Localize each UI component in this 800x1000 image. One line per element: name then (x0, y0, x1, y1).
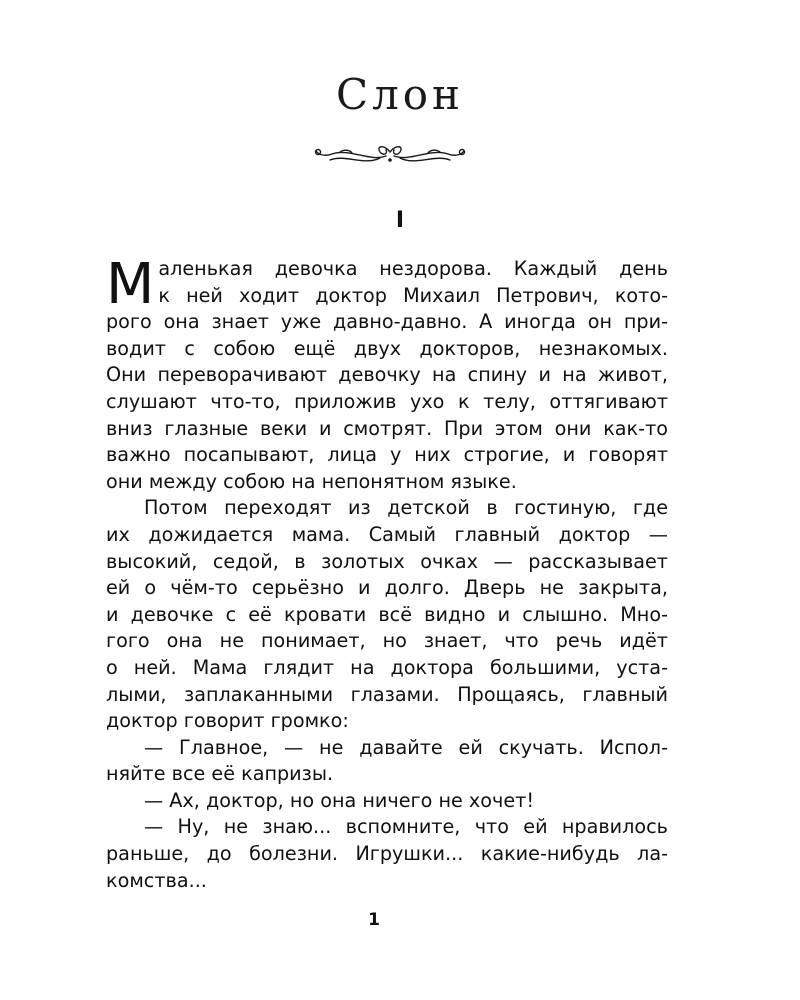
text-line: водит с собою ещё двух докторов, незнакомых. (106, 336, 668, 360)
text-line: няйте все её капризы. (106, 762, 334, 786)
text-line: вниз глазные веки и смотрят. При этом они как-то (106, 416, 668, 440)
text-line: они между собою на непонятном языке. (106, 469, 517, 493)
text-line: высокий, седой, в золотых очках — рассказывает (106, 549, 668, 573)
text-line: Они переворачивают девочку на спину и на живот, (106, 363, 668, 387)
text-line: раньше, до болезни. Игрушки... какие-нибудь ла- (106, 842, 668, 866)
text-line: к ней ходит доктор Михаил Петрович, кото- (158, 283, 668, 307)
text-line: о ней. Мама глядит на доктора большими, уста- (106, 655, 668, 679)
flourish-ornament-icon (310, 140, 470, 170)
text-line: — Ах, доктор, но она ничего не хочет! (144, 788, 535, 812)
text-line: важно посапывают, лица у них строгие, и говорят (106, 443, 668, 467)
dialogue-line (106, 735, 668, 788)
text-line: аленькая девочка нездорова. Каждый день (158, 257, 668, 280)
text-line: комства... (106, 868, 207, 892)
second-paragraph (106, 495, 668, 734)
text-line: доктор говорит громко: (106, 709, 349, 733)
dialogue-line (106, 814, 668, 894)
first-paragraph (106, 252, 668, 495)
text-line: — Ну, не знаю... вспомните, что ей нравилось (144, 815, 668, 839)
text-line: гого она не понимает, но знает, что речь идёт (106, 629, 668, 653)
text-line: рого она знает уже давно-давно. А иногда он при- (106, 310, 668, 334)
text-line: слушают что-то, приложив ухо к телу, оттягивают (106, 389, 668, 413)
drop-cap: М (106, 252, 155, 317)
text-line: лыми, заплаканными глазами. Прощаясь, главный (106, 682, 668, 706)
text-line: — Главное, — не давайте ей скучать. Испол- (144, 735, 668, 759)
chapter-number: I (395, 208, 405, 233)
body-text (106, 252, 668, 894)
page-number: 1 (368, 910, 380, 930)
text-line: их дожидается мама. Самый главный доктор — (106, 522, 668, 546)
text-line: Потом переходят из детской в гостиную, где (144, 496, 668, 520)
dialogue-line (106, 788, 668, 815)
page-title: Слон (335, 70, 465, 119)
text-line: ей о чём-то серьёзно и долго. Дверь не закрыта, (106, 576, 668, 600)
text-line: и девочке с её кровати всё видно и слышно. Мно- (106, 602, 668, 626)
